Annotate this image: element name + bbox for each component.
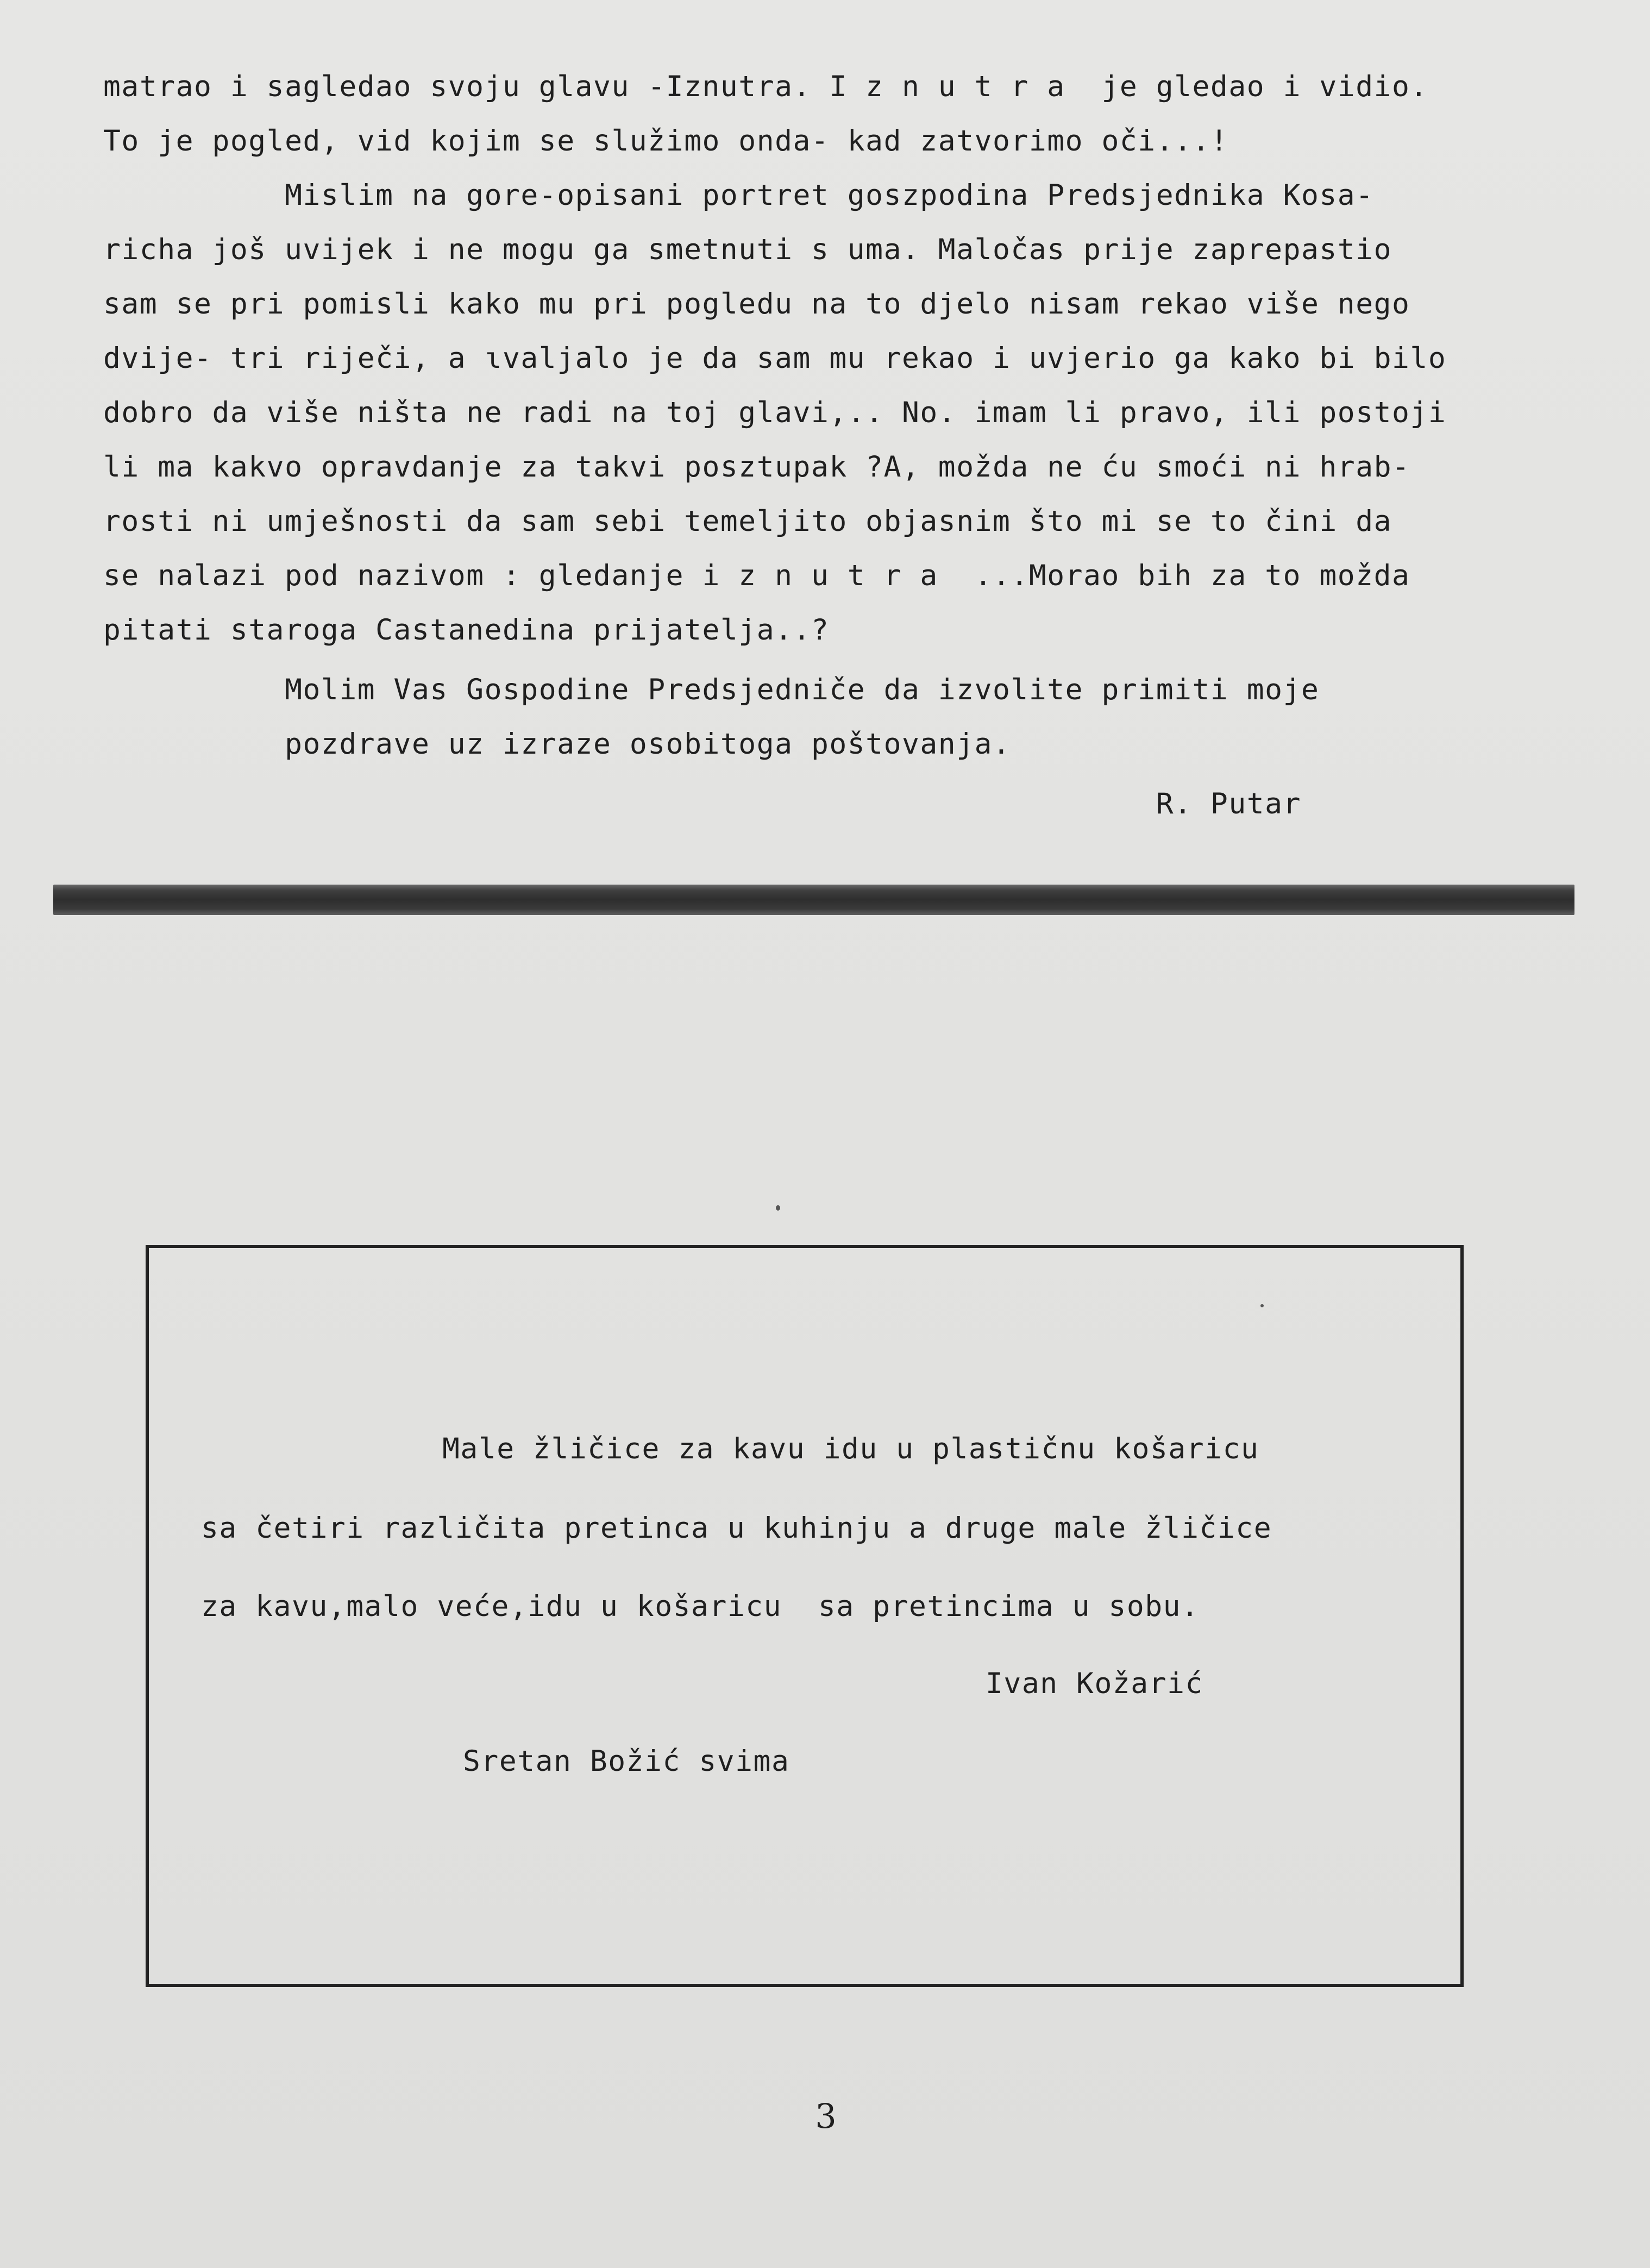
notice-line: za kavu,malo veće,idu u košaricu sa pretincima u sobu. [201, 1590, 1200, 1623]
letter-line: Mislim na gore-opisani portret goszpodina Predsjednika Kosa- [103, 179, 1374, 212]
page-number: 3 [815, 2096, 837, 2136]
notice-signature: Ivan Kožarić [986, 1667, 1203, 1700]
letter-line: rosti ni umješnosti da sam sebi temeljito objasnim što mi se to čini da [103, 505, 1392, 538]
ink-speck [776, 1205, 780, 1211]
letter-closing-line: Molim Vas Gospodine Predsjedniče da izvolite primiti moje [103, 673, 1320, 706]
letter-line: richa još uvijek i ne mogu ga smetnuti s uma. Maločas prije zaprepastio [103, 233, 1392, 266]
letter-line: sam se pri pomisli kako mu pri pogledu na to djelo nisam rekao više nego [103, 287, 1410, 321]
letter-line: se nalazi pod nazivom : gledanje i z n u t r a ...Morao bih za to možda [103, 559, 1410, 592]
letter-signature: R. Putar [103, 787, 1301, 820]
letter-line: dvije- tri riječi, a ɩvaljalo je da sam mu rekao i uvjerio ga kako bi bilo [103, 342, 1447, 375]
letter-line: matrao i sagledao svoju glavu -Iznutra. I z n u t r a je gledao i vidio. [103, 70, 1428, 103]
letter-line: To je pogled, vid kojim se služimo onda- kad zatvorimo oči...! [103, 124, 1229, 158]
notice-greeting: Sretan Božić svima [463, 1745, 790, 1778]
letter-closing-line: pozdrave uz izraze osobitoga poštovanja. [103, 728, 1011, 761]
notice-line: Male žličice za kavu idu u plastičnu košaricu [442, 1432, 1259, 1465]
section-divider [53, 885, 1574, 915]
letter-line: dobro da više ništa ne radi na toj glavi,.. No. imam li pravo, ili postoji [103, 396, 1447, 429]
letter-line: pitati staroga Castanedina prijatelja..? [103, 613, 830, 647]
notice-line: sa četiri različita pretinca u kuhinju a druge male žličice [201, 1512, 1272, 1545]
notice-box [146, 1245, 1464, 1987]
letter-line: li ma kakvo opravdanje za takvi posztupak ?A, možda ne ću smoći ni hrab- [103, 450, 1410, 484]
